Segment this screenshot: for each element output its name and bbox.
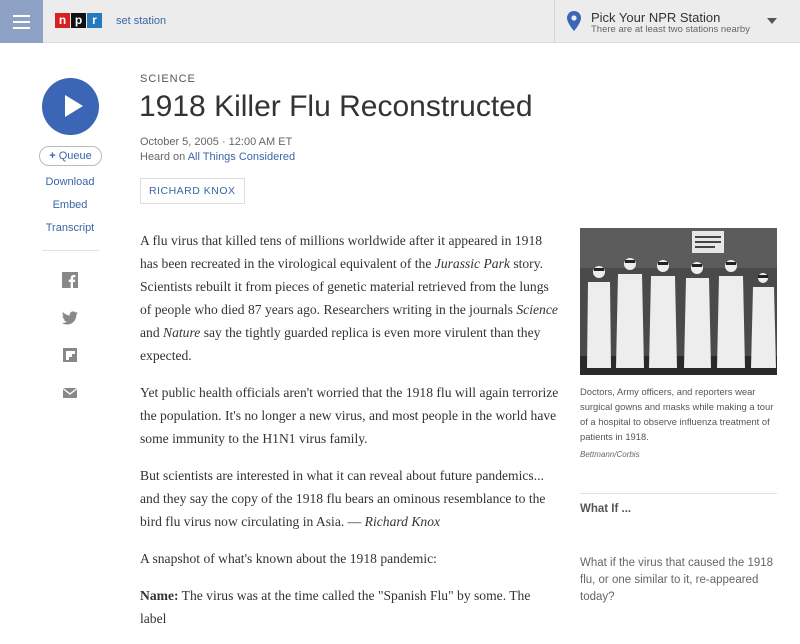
emphasis: Richard Knox xyxy=(364,514,441,529)
station-picker-subtitle: There are at least two stations nearby xyxy=(591,24,750,35)
logo-letter-p: p xyxy=(71,13,86,28)
story-paragraph xyxy=(140,584,560,630)
photo-illustration xyxy=(580,228,777,375)
station-picker-title: Pick Your NPR Station xyxy=(591,10,721,25)
logo-letter-n: n xyxy=(55,13,70,28)
story-paragraph: A snapshot of what's known about the 1918 pandemic: xyxy=(140,551,437,566)
text: But scientists are interested in what it can reveal about future pandemics... and they say the copy of the 1918 flu bears an ominous resemblance to the bird flu virus now circulating in Asia. — xyxy=(140,468,546,529)
menu-line xyxy=(13,15,30,17)
plus-icon: + xyxy=(49,150,56,162)
sidebar-heading: What If ... xyxy=(580,503,632,515)
sidebar-text[interactable]: What if the virus that caused the 1918 flu, or one similar to it, re-appeared today? xyxy=(580,557,774,603)
chevron-down-icon xyxy=(767,18,777,24)
text: and xyxy=(140,325,164,340)
story-body xyxy=(140,229,560,644)
sidebar-divider xyxy=(580,493,777,494)
top-bar xyxy=(0,0,800,43)
byline-author[interactable]: RICHARD KNOX xyxy=(140,178,245,204)
queue-label: Queue xyxy=(58,150,92,162)
emphasis: Science xyxy=(516,302,558,317)
page-title: 1918 Killer Flu Reconstructed xyxy=(139,90,533,123)
rail-divider xyxy=(42,250,99,251)
photo-credit: Bettmann/Corbis xyxy=(580,450,640,459)
story-paragraph: Yet public health officials aren't worried that the 1918 flu will again terrorize the population. It's no longer a new virus, and most people in the world have some immunity to the H1N1 virus family. xyxy=(140,385,559,446)
npr-logo[interactable] xyxy=(55,13,102,28)
emphasis: Nature xyxy=(163,325,201,340)
story-paragraph xyxy=(140,464,560,533)
story-paragraph xyxy=(140,229,560,367)
section-label[interactable]: SCIENCE xyxy=(140,73,196,85)
queue-button[interactable] xyxy=(39,146,102,166)
twitter-icon[interactable] xyxy=(62,310,78,326)
menu-line xyxy=(13,27,30,29)
menu-icon[interactable] xyxy=(0,0,43,43)
location-pin-icon xyxy=(567,11,581,31)
text: say the tightly guarded replica is even more virulent than they expected. xyxy=(140,325,541,363)
transcript-link[interactable]: Transcript xyxy=(45,222,95,234)
story-photo[interactable] xyxy=(580,228,777,375)
set-station-link[interactable]: set station xyxy=(116,15,167,27)
logo-letter-r: r xyxy=(87,13,102,28)
text: A flu virus that killed tens of millions worldwide after it appeared in 1918 has been recreated in the virological equivalent of the xyxy=(140,233,543,271)
facebook-icon[interactable] xyxy=(62,272,78,288)
program-link[interactable]: All Things Considered xyxy=(187,151,296,163)
play-button[interactable] xyxy=(42,78,99,135)
email-icon[interactable] xyxy=(62,385,78,401)
menu-line xyxy=(13,21,30,23)
download-link[interactable]: Download xyxy=(45,176,95,188)
text: The virus was at the time called the "Spanish Flu" by some. The label xyxy=(140,588,531,626)
station-picker[interactable] xyxy=(554,0,800,43)
photo-caption: Doctors, Army officers, and reporters wear surgical gowns and masks while making a tour of a hospital to observe influenza treatment of patients in 1918. xyxy=(580,386,774,442)
emphasis: Jurassic Park xyxy=(434,256,510,271)
flipboard-icon[interactable] xyxy=(62,347,78,363)
text: story. Scientists rebuilt it from pieces of genetic material retrieved from the lungs of people who died 87 years ago. Researchers writing in the journals xyxy=(140,256,549,317)
heard-on xyxy=(140,151,295,163)
heard-on-prefix: Heard on xyxy=(140,151,188,163)
dateline: October 5, 2005 · 12:00 AM ET xyxy=(140,136,293,148)
label: Name: xyxy=(140,588,179,603)
embed-link[interactable]: Embed xyxy=(52,199,88,211)
